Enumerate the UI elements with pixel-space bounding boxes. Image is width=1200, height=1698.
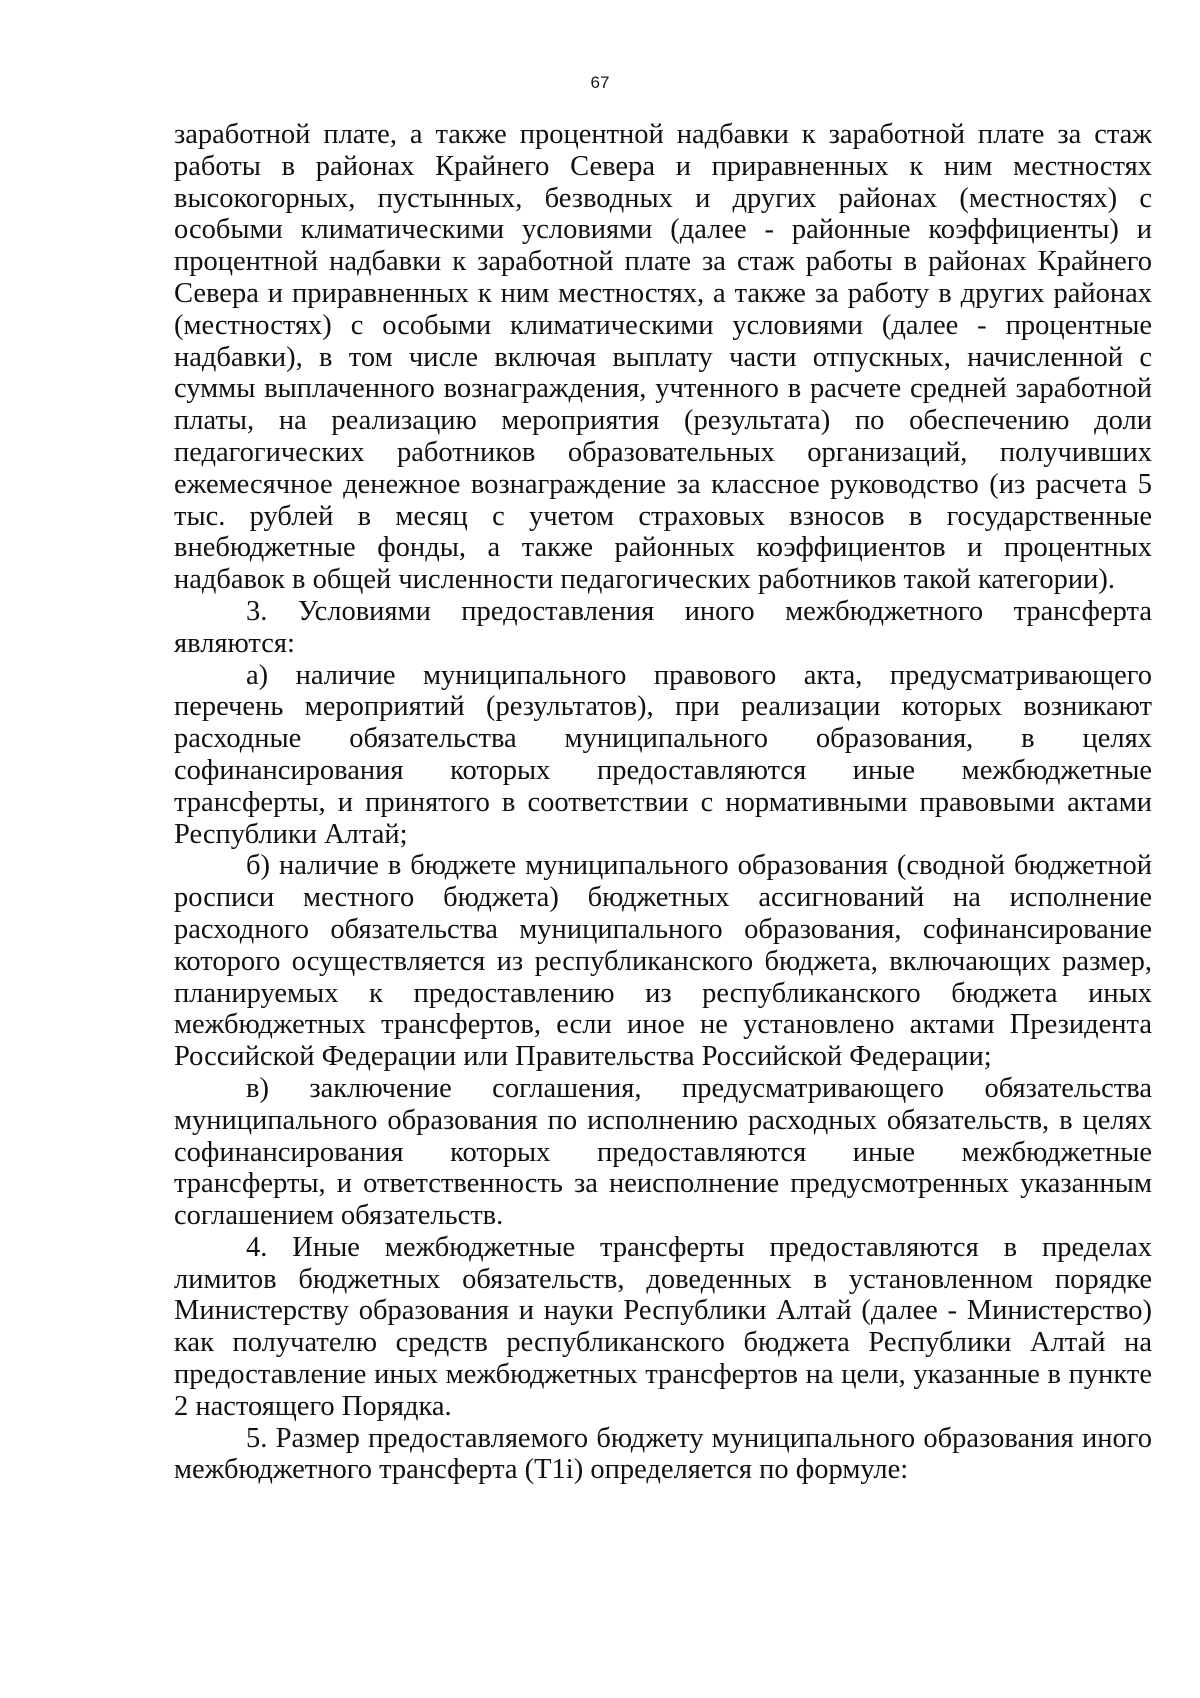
text-line: являются: [174,627,295,659]
text-line: (местностях) с особыми климатическими условиями (далее - процентные [174,309,1152,341]
text-line: 3. Условиями предоставления иного межбюджетного трансферта [246,595,1152,627]
text-line: муниципального образования по исполнению расходных обязательств, в целях [174,1104,1152,1136]
text-line: расходного обязательства муниципального образования, софинансирование [174,913,1152,945]
text-line: трансферты, и принятого в соответствии с нормативными правовыми актами [174,786,1152,818]
text-line: Севера и приравненных к ним местностях, а также за работу в других районах [174,277,1152,309]
text-line: 2 настоящего Порядка. [174,1390,452,1422]
text-line: надбавок в общей численности педагогических работников такой категории). [174,564,1116,596]
text-line: внебюджетные фонды, а также районных коэффициентов и процентных [174,532,1152,564]
text-line: соглашением обязательств. [174,1200,504,1232]
text-line: процентной надбавки к заработной плате за стаж работы в районах Крайнего [174,246,1152,278]
text-line: платы, на реализацию мероприятия (результата) по обеспечению доли [174,405,1152,437]
text-line: педагогических работников образовательных организаций, получивших [174,436,1152,468]
text-line: 5. Размер предоставляемого бюджету муниципального образования иного [246,1422,1152,1454]
text-line: надбавки), в том числе включая выплату части отпускных, начисленной с [174,341,1152,373]
text-line: росписи местного бюджета) бюджетных ассигнований на исполнение [174,882,1152,914]
text-line: софинансирования которых предоставляются иные межбюджетные [174,754,1152,786]
text-line: Республики Алтай; [174,818,408,850]
text-line: суммы выплаченного вознаграждения, учтенного в расчете средней заработной [174,373,1152,405]
text-line: ежемесячное денежное вознаграждение за классное руководство (из расчета 5 [174,468,1152,500]
text-line: расходные обязательства муниципального образования, в целях [174,723,1152,755]
text-line: работы в районах Крайнего Севера и приравненных к ним местностях [174,150,1152,182]
text-line: перечень мероприятий (результатов), при реализации которых возникают [174,691,1152,723]
text-line: как получателю средств республиканского бюджета Республики Алтай на [174,1327,1152,1359]
text-line: б) наличие в бюджете муниципального образования (сводной бюджетной [246,850,1152,882]
text-line: высокогорных, пустынных, безводных и других районах (местностях) с [174,182,1152,214]
text-line: которого осуществляется из республиканского бюджета, включающих размер, [174,945,1152,977]
text-line: заработной плате, а также процентной надбавки к заработной плате за стаж [174,119,1152,150]
text-line: Российской Федерации или Правительства Российской Федерации; [174,1041,992,1073]
text-line: лимитов бюджетных обязательств, доведенных в установленном порядке [174,1263,1152,1295]
text-line: Министерству образования и науки Республики Алтай (далее - Министерство) [174,1295,1152,1327]
text-line: особыми климатическими условиями (далее - районные коэффициенты) и [174,214,1152,246]
text-line: трансферты, и ответственность за неисполнение предусмотренных указанным [174,1168,1152,1200]
text-line: а) наличие муниципального правового акта, предусматривающего [246,659,1152,691]
text-line: тыс. рублей в месяц с учетом страховых взносов в государственные [174,500,1152,532]
text-line: в) заключение соглашения, предусматривающего обязательства [246,1072,1152,1104]
text-line: предоставление иных межбюджетных трансфертов на цели, указанные в пункте [174,1359,1152,1391]
text-line: софинансирования которых предоставляются иные межбюджетные [174,1136,1152,1168]
text-line: межбюджетного трансферта (T1i) определяется по формуле: [174,1454,909,1486]
document-body [174,119,1152,1486]
text-line: планируемых к предоставлению из республиканского бюджета иных [174,977,1152,1009]
page-number: 67 [590,73,610,92]
text-line: 4. Иные межбюджетные трансферты предоставляются в пределах [246,1231,1152,1263]
text-line: межбюджетных трансфертов, если иное не установлено актами Президента [174,1009,1152,1041]
